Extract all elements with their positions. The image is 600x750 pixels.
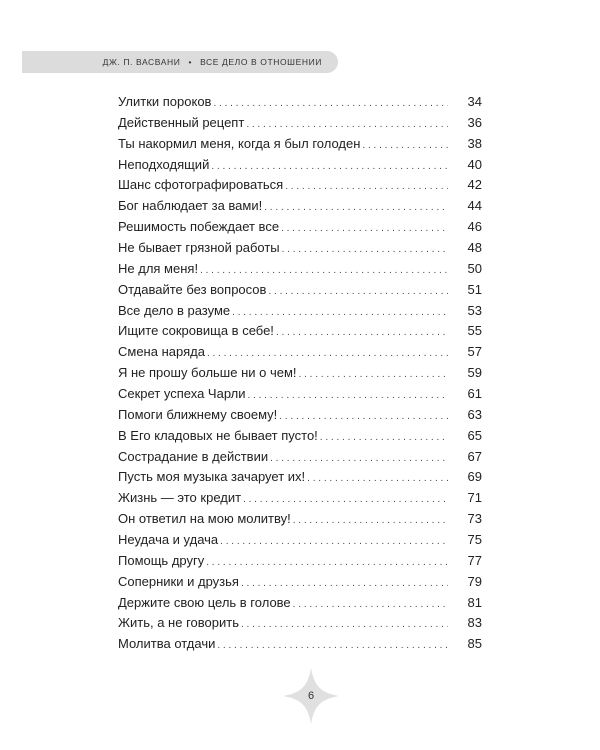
toc-dot-leader bbox=[220, 532, 448, 553]
toc-dot-leader bbox=[241, 615, 448, 636]
toc-dot-leader bbox=[270, 449, 448, 470]
toc-entry bbox=[118, 92, 482, 113]
toc-entry-page: 77 bbox=[467, 552, 482, 568]
toc-dot-leader bbox=[264, 198, 448, 219]
toc-entry bbox=[118, 572, 482, 593]
toc-dot-leader bbox=[299, 365, 448, 386]
header-book-title: ВСЕ ДЕЛО В ОТНОШЕНИИ bbox=[200, 57, 322, 67]
toc-entry-page: 44 bbox=[467, 198, 482, 214]
toc-entry bbox=[118, 342, 482, 363]
toc-entry-title: Бог наблюдает за вами! bbox=[118, 198, 263, 214]
toc-entry-page: 71 bbox=[467, 490, 482, 506]
toc-entry-page: 51 bbox=[467, 281, 482, 297]
toc-entry-title: Ты накормил меня, когда я был голоден bbox=[118, 135, 361, 151]
toc-entry-title: Не бывает грязной работы bbox=[118, 240, 280, 256]
toc-entry-title: Секрет успеха Чарли bbox=[118, 386, 246, 402]
toc-dot-leader bbox=[232, 303, 448, 324]
toc-dot-leader bbox=[307, 469, 448, 490]
toc-entry-page: 46 bbox=[467, 219, 482, 235]
toc-dot-leader bbox=[217, 636, 448, 657]
toc-dot-leader bbox=[279, 407, 448, 428]
toc-entry-page: 65 bbox=[467, 427, 482, 443]
toc-entry-title: Соперники и друзья bbox=[118, 573, 239, 589]
toc-entry bbox=[118, 321, 482, 342]
toc-entry-page: 50 bbox=[467, 260, 482, 276]
toc-dot-leader bbox=[281, 219, 448, 240]
toc-entry bbox=[118, 634, 482, 655]
toc-dot-leader bbox=[243, 490, 448, 511]
toc-entry bbox=[118, 238, 482, 259]
toc-entry-page: 79 bbox=[467, 573, 482, 589]
toc-entry-title: Помоги ближнему своему! bbox=[118, 406, 278, 422]
toc-entry bbox=[118, 175, 482, 196]
header-separator: • bbox=[188, 57, 193, 67]
toc-dot-leader bbox=[285, 177, 448, 198]
toc-entry-title: Все дело в разуме bbox=[118, 302, 231, 318]
toc-entry-title: Сострадание в действии bbox=[118, 448, 269, 464]
toc-dot-leader bbox=[320, 428, 448, 449]
toc-entry-page: 83 bbox=[467, 615, 482, 631]
toc-dot-leader bbox=[246, 115, 448, 136]
toc-entry bbox=[118, 363, 482, 384]
toc-entry-title: Жизнь — это кредит bbox=[118, 490, 242, 506]
toc-dot-leader bbox=[241, 574, 448, 595]
toc-entry bbox=[118, 509, 482, 530]
toc-entry bbox=[118, 301, 482, 322]
toc-entry bbox=[118, 530, 482, 551]
toc-entry-page: 42 bbox=[467, 177, 482, 193]
toc-entry-page: 69 bbox=[467, 469, 482, 485]
toc-entry-page: 61 bbox=[467, 386, 482, 402]
toc-entry-title: Решимость побеждает все bbox=[118, 219, 280, 235]
toc-entry bbox=[118, 488, 482, 509]
toc-entry bbox=[118, 447, 482, 468]
toc-dot-leader bbox=[206, 553, 448, 574]
toc-dot-leader bbox=[207, 344, 448, 365]
toc-entry-title: Он ответил на мою молитву! bbox=[118, 511, 291, 527]
toc-entry-title: Шанс сфотографироваться bbox=[118, 177, 284, 193]
toc-entry-title: Неподходящий bbox=[118, 156, 210, 172]
toc-dot-leader bbox=[293, 595, 448, 616]
toc-entry-page: 85 bbox=[467, 636, 482, 652]
toc-entry-title: Держите свою цель в голове bbox=[118, 594, 291, 610]
toc-entry-title: Помощь другу bbox=[118, 552, 205, 568]
toc-entry-title: Смена наряда bbox=[118, 344, 205, 360]
toc-entry-page: 67 bbox=[467, 448, 482, 464]
running-header bbox=[22, 51, 338, 73]
toc-entry bbox=[118, 551, 482, 572]
toc-entry-page: 55 bbox=[467, 323, 482, 339]
table-of-contents bbox=[118, 92, 482, 655]
toc-entry-page: 75 bbox=[467, 532, 482, 548]
toc-entry bbox=[118, 426, 482, 447]
toc-entry bbox=[118, 280, 482, 301]
toc-entry bbox=[118, 217, 482, 238]
toc-entry-title: Пусть моя музыка зачарует их! bbox=[118, 469, 306, 485]
toc-entry-title: Отдавайте без вопросов bbox=[118, 281, 267, 297]
page-number: 6 bbox=[307, 690, 315, 702]
toc-entry bbox=[118, 384, 482, 405]
toc-entry-page: 57 bbox=[467, 344, 482, 360]
toc-dot-leader bbox=[282, 240, 448, 261]
toc-entry-title: Действенный рецепт bbox=[118, 114, 245, 130]
toc-entry-page: 63 bbox=[467, 406, 482, 422]
toc-entry-page: 53 bbox=[467, 302, 482, 318]
toc-entry-title: Я не прошу больше ни о чем! bbox=[118, 365, 297, 381]
toc-entry-title: Улитки пороков bbox=[118, 94, 212, 109]
toc-entry-title: Ищите сокровища в себе! bbox=[118, 323, 274, 339]
toc-dot-leader bbox=[247, 386, 448, 407]
toc-entry-page: 38 bbox=[467, 135, 482, 151]
toc-entry-page: 40 bbox=[467, 156, 482, 172]
toc-entry-title: В Его кладовых не бывает пусто! bbox=[118, 427, 318, 443]
toc-dot-leader bbox=[211, 157, 448, 178]
toc-entry bbox=[118, 196, 482, 217]
toc-entry bbox=[118, 467, 482, 488]
toc-entry-title: Не для меня! bbox=[118, 260, 199, 276]
toc-entry-title: Жить, а не говорить bbox=[118, 615, 239, 631]
toc-entry-page: 59 bbox=[467, 365, 482, 381]
toc-dot-leader bbox=[276, 323, 448, 344]
toc-dot-leader bbox=[200, 261, 448, 282]
toc-entry-page: 81 bbox=[467, 594, 482, 610]
toc-entry-page: 34 bbox=[467, 94, 482, 109]
toc-dot-leader bbox=[213, 94, 448, 115]
toc-entry bbox=[118, 113, 482, 134]
header-author: ДЖ. П. ВАСВАНИ bbox=[102, 57, 181, 67]
toc-entry bbox=[118, 593, 482, 614]
toc-entry-page: 36 bbox=[467, 114, 482, 130]
toc-entry-page: 73 bbox=[467, 511, 482, 527]
toc-entry bbox=[118, 259, 482, 280]
toc-entry bbox=[118, 155, 482, 176]
toc-entry-title: Молитва отдачи bbox=[118, 636, 216, 652]
toc-dot-leader bbox=[362, 136, 448, 157]
toc-dot-leader bbox=[268, 282, 448, 303]
toc-entry-page: 48 bbox=[467, 240, 482, 256]
toc-entry bbox=[118, 405, 482, 426]
toc-entry bbox=[118, 613, 482, 634]
toc-entry-title: Неудача и удача bbox=[118, 532, 219, 548]
toc-dot-leader bbox=[293, 511, 448, 532]
toc-entry bbox=[118, 134, 482, 155]
